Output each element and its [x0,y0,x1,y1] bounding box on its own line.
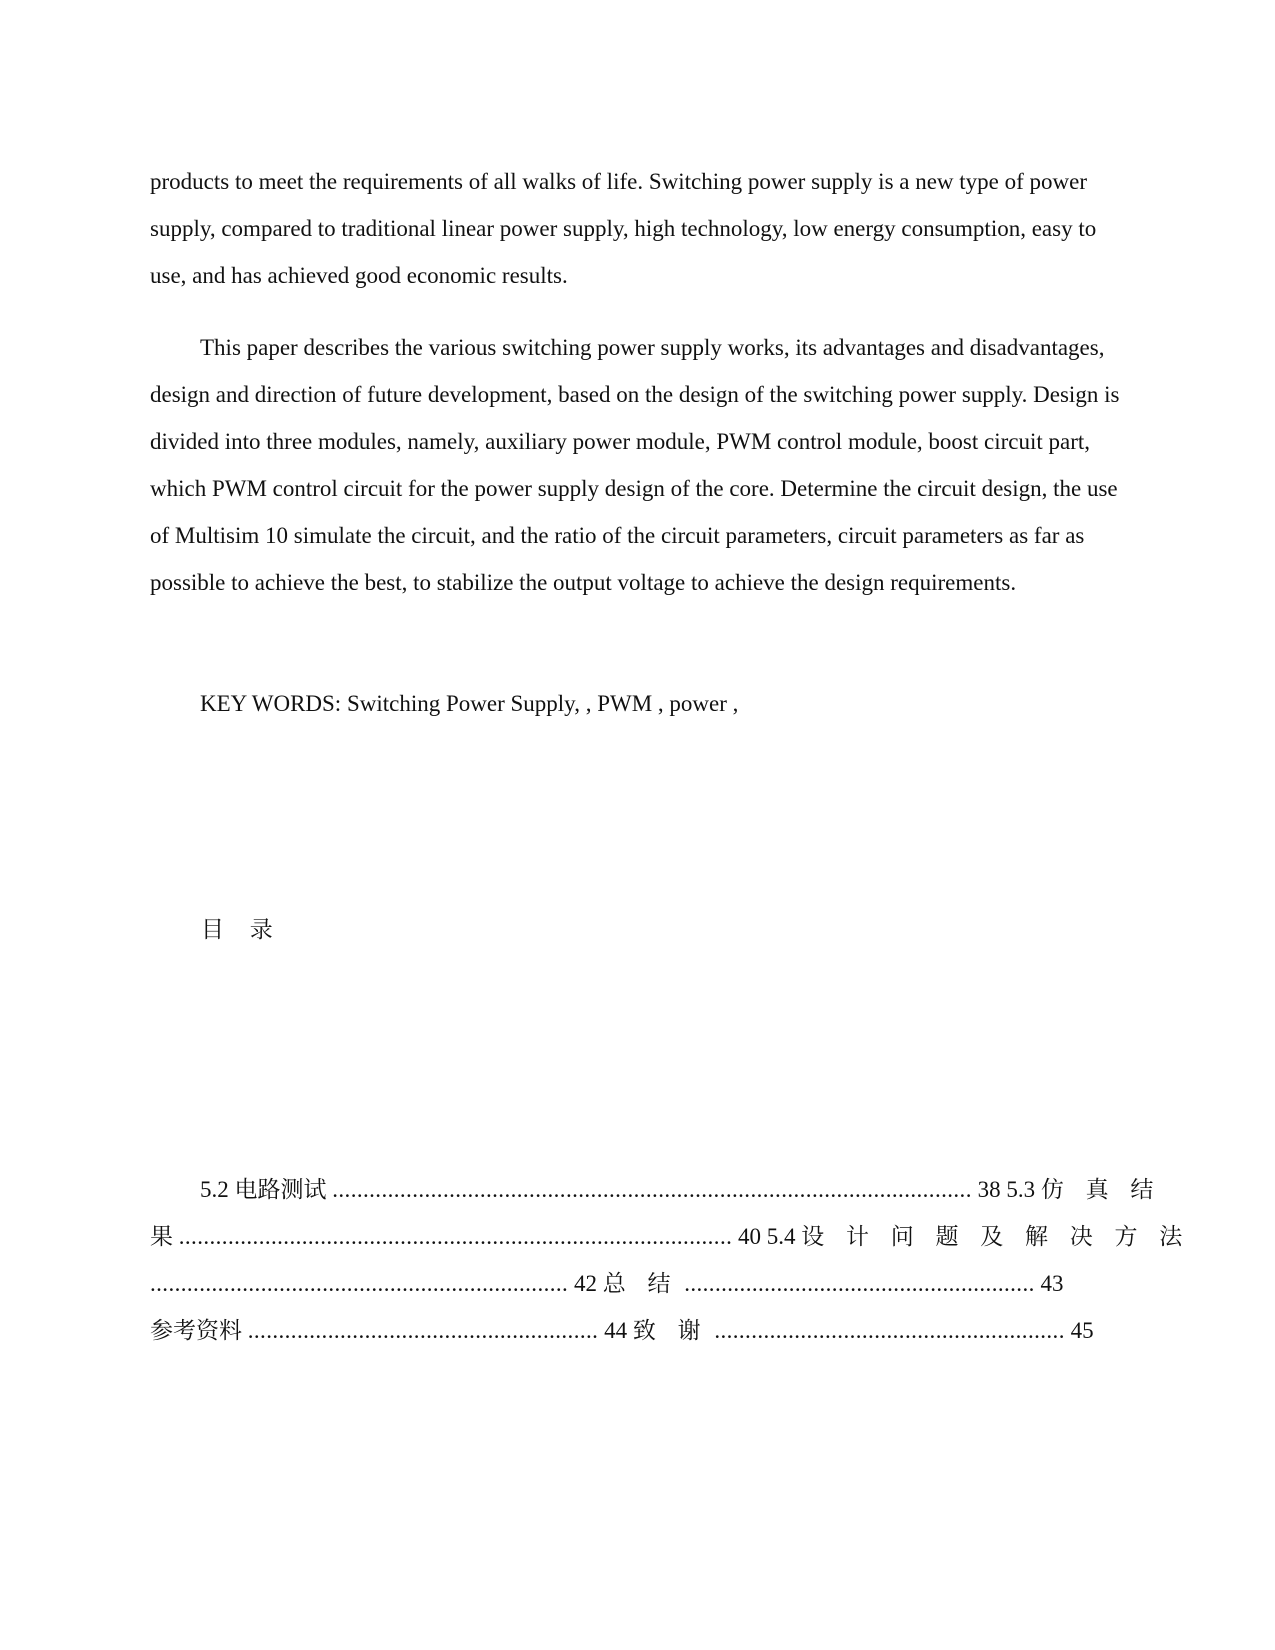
toc-entry-5-4: 设 计 问 题 及 解 决 方 法 [801,1224,1191,1249]
abstract-paragraph: This paper describes the various switching power supply works, its advantages and disadvantages, design and direction of future development, based on the design of the switching power supply. Design is divided into three modules, namely, auxiliary power module, PWM control module, boost circuit part, which PWM control circuit for the power supply design of the core. Determine the circuit design, the use of Multisim 10 simulate the circuit, and the ratio of the circuit parameters, circuit parameters as far as possible to achieve the best, to stabilize the output voltage to achieve the design requirements. [150,335,1120,595]
toc-entry-5-3-cont: 果 [150,1224,173,1249]
toc-page-number: 40 5.4 [738,1224,796,1249]
toc-page-number: 43 [1040,1271,1064,1296]
toc-entry-summary: 总 结 [602,1271,679,1296]
toc-page-number: 38 5.3 [977,1177,1036,1202]
toc-entry-5-2: 5.2 电路测试 [200,1177,327,1202]
toc-page-number: 44 [604,1318,628,1343]
toc-leader-dots: ......................................................... [684,1271,1035,1296]
toc-leader-dots: ......................................................... [714,1318,1065,1343]
toc-leader-dots: .......................................................................................... [178,1224,733,1249]
table-of-contents-title: 目 录 [201,917,283,942]
toc-page-number: 42 [573,1271,597,1296]
toc-leader-dots: ......................................................... [247,1318,599,1343]
toc-page-number: 45 [1070,1318,1094,1343]
toc-entry-references: 参考资料 [150,1318,242,1343]
toc-leader-dots: .................................................................... [150,1271,569,1296]
toc-entry-acknowledgements: 致 谢 [632,1318,709,1343]
toc-leader-dots: ........................................................................................................ [332,1177,972,1202]
toc-line-1 [200,1166,1162,1213]
toc-line-3 [150,1260,1130,1307]
toc-line-2 [150,1213,1191,1260]
abstract-paragraph-continued: products to meet the requirements of all walks of life. Switching power supply is a new type of power supply, compared to traditional linear power supply, high technology, low energy consumption, easy to use, and has achieved good economic results. [150,169,1097,288]
toc-entry-5-3: 仿 真 结 [1040,1177,1162,1202]
keywords-line: KEY WORDS: Switching Power Supply, , PWM , power , [200,691,739,716]
toc-line-4 [150,1307,1130,1354]
